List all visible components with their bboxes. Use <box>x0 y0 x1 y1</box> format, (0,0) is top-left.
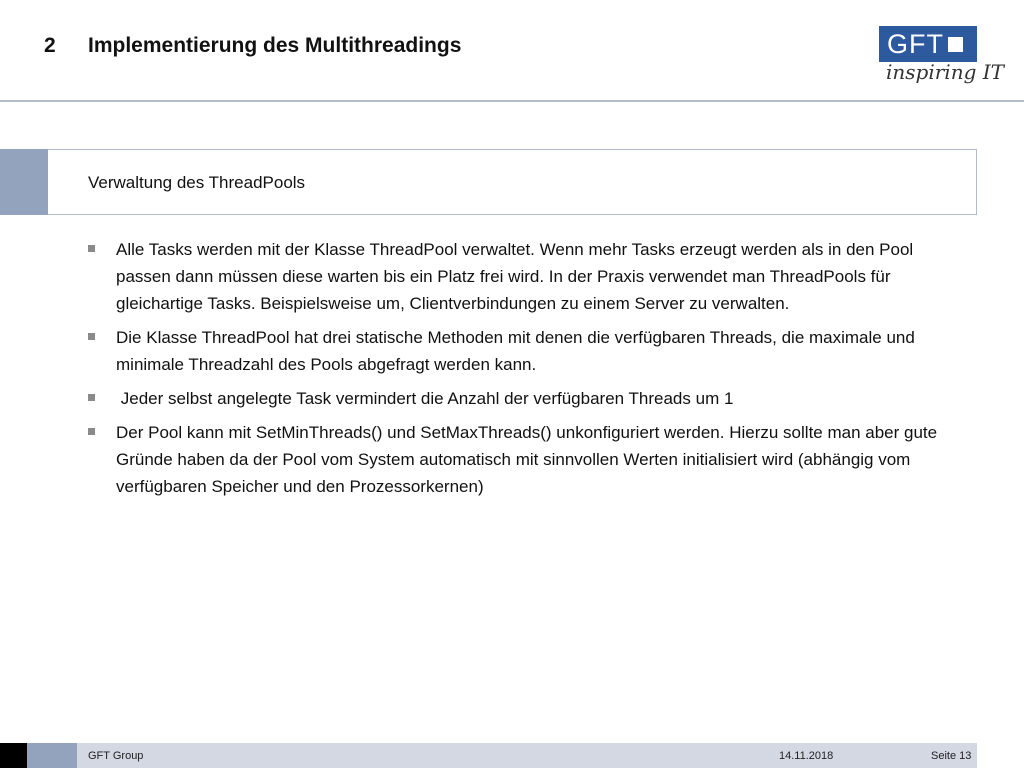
gft-logo <box>879 26 977 62</box>
bullet-square-icon <box>88 333 95 340</box>
logo-text: GFT <box>887 28 944 59</box>
section-label: Verwaltung des ThreadPools <box>88 173 306 192</box>
bullet-square-icon <box>88 394 95 401</box>
footer-black-block <box>0 743 27 768</box>
logo-tagline: inspiring IT <box>886 60 1004 84</box>
bullet-item <box>88 236 968 317</box>
footer-page-number: Seite 13 <box>931 750 972 762</box>
title-divider <box>0 100 1024 102</box>
footer-company: GFT Group <box>88 750 144 762</box>
bullet-text: Alle Tasks werden mit der Klasse ThreadPool verwaltet. Wenn mehr Tasks erzeugt werden als in den Pool passen dann müssen diese warten bis ein Platz frei wird. In der Praxis verwendet man ThreadPools für gleichartige Tasks. Beispielsweise um, Clientverbindungen zu einem Server zu verwalten. <box>116 240 914 313</box>
bullet-text: Jeder selbst angelegte Task vermindert die Anzahl der verfügbaren Threads um 1 <box>116 389 734 408</box>
bullet-text: Die Klasse ThreadPool hat drei statische Methoden mit denen die verfügbaren Threads, die maximale und minimale Threadzahl des Pools abgefragt werden kann. <box>116 328 915 374</box>
bullet-item <box>88 324 968 378</box>
bullet-text: Der Pool kann mit SetMinThreads() und SetMaxThreads() unkonfiguriert werden. Hierzu sollte man aber gute Gründe haben da der Pool vom System automatisch mit sinnvollen Werten initialisiert wird (abhängig vom verfügbaren Speicher und den Prozessorkernen) <box>116 423 938 496</box>
bullet-item <box>88 419 968 500</box>
section-accent-block <box>0 149 48 215</box>
footer-blue-block <box>27 743 77 768</box>
bullet-list <box>88 236 968 507</box>
footer-date: 14.11.2018 <box>779 750 834 762</box>
logo-square-icon <box>948 37 963 52</box>
footer-bar <box>77 743 977 768</box>
slide-title: Implementierung des Multithreadings <box>88 34 462 57</box>
slide-title-number: 2 <box>44 34 56 57</box>
bullet-square-icon <box>88 245 95 252</box>
bullet-square-icon <box>88 428 95 435</box>
bullet-item <box>88 385 968 412</box>
